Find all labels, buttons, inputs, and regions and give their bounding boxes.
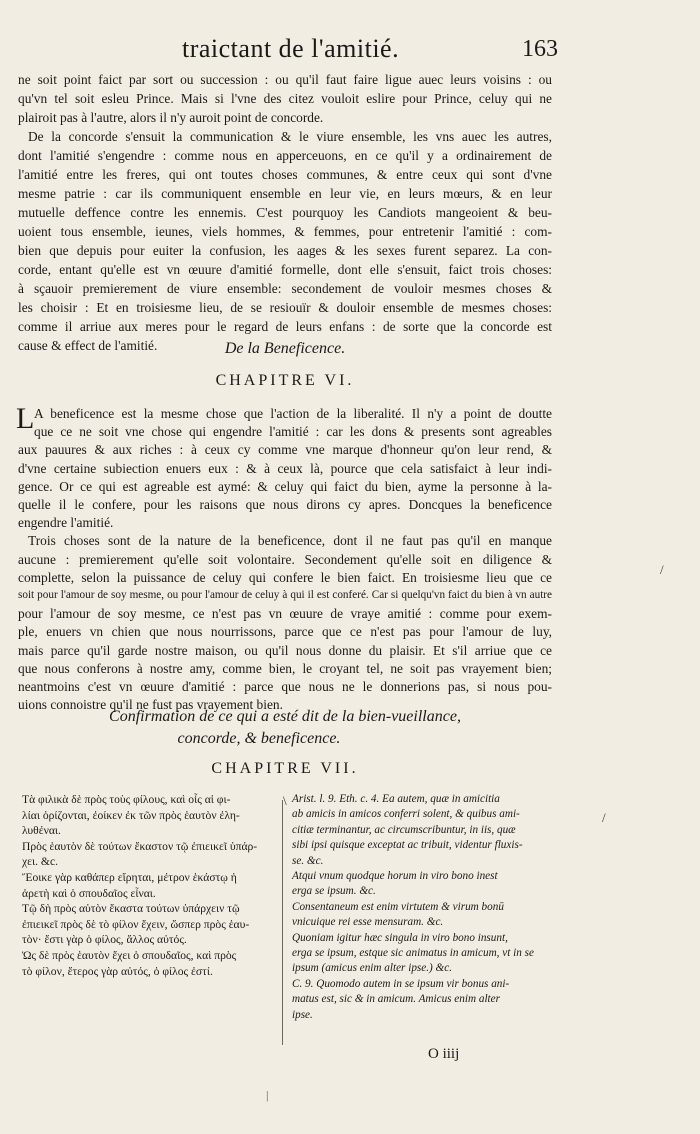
- margin-mark: /: [660, 562, 664, 577]
- bottom-mark: |: [266, 1088, 269, 1102]
- text-line: mutuelle deffence contre les ennemis. C'est pourquoy les Candiots mangeoient & beu-: [18, 205, 552, 220]
- text-line: mais parce qu'il garde nostre maison, ou qu'il nous donne du plaisir. Et s'il arriue que ce: [18, 642, 552, 658]
- chapter-heading-vi: CHAPITRE VI.: [215, 372, 355, 389]
- section-title-confirmation-line1: Confirmation de ce qui a esté dit de la bien-vueillance,: [109, 708, 461, 725]
- text-line: engendre l'amitié.: [18, 515, 114, 531]
- text-line: cause & effect de l'amitié.: [18, 338, 158, 353]
- text-line: gence. Or ce qui est agreable est aymé: & celuy qui faict du bien, ayme la personne à la-: [18, 478, 552, 494]
- greek-line: τὸν· ἔστι γὰρ ὁ φίλος, ἄλλος αὐτός.: [22, 933, 187, 947]
- text-line: aux pauures & aux riches : à ceux cy comme vne marque d'honneur qu'on leur rend, &: [18, 442, 552, 458]
- latin-line: citiæ terminantur, ac circumscribuntur, in iis, quæ: [292, 823, 516, 836]
- greek-line: χει. &c.: [22, 855, 58, 869]
- latin-line: ipsum (amicus enim alter ipse.) &c.: [292, 962, 453, 975]
- latin-line: Consentaneum est enim virtutem & virum bonū: [292, 900, 504, 913]
- greek-line: Ὡς δὲ πρὸς ἑαυτὸν ἔχει ὁ σπουδαῖος, καὶ πρὸς: [22, 948, 237, 962]
- text-line: que ce ne soit vne chose qui engendre l'amitié : car les dons & presents sont agreables: [34, 424, 552, 440]
- latin-line: se. &c.: [292, 854, 324, 867]
- latin-line: Quoniam igitur hæc singula in viro bono insunt,: [292, 931, 508, 944]
- latin-line: erga se ipsum. &c.: [292, 885, 376, 898]
- text-line: neantmoins c'est vn œuure d'amitié : parce que nous ne le donnerions pas, si nous pou-: [18, 679, 552, 694]
- greek-line: λίαι ὁρίζονται, ἐοίκεν ἐκ τῶν πρὸς ἑαυτὸν ἐλη-: [22, 808, 240, 822]
- text-line: complette, selon la puissance de celuy qui confere le bien faict. En troisiesme lieu que ce: [18, 569, 552, 585]
- greek-line: Τὰ φιλικὰ δὲ πρὸς τοὺς φίλους, καὶ οἷς αἱ φι-: [22, 793, 231, 806]
- latin-line: ab amicis in amicos conferri solent, & quibus ami-: [292, 808, 520, 821]
- section-title-confirmation-line2: concorde, & beneficence.: [177, 730, 341, 747]
- latin-line: vnicuique rei esse mensuram. &c.: [292, 916, 444, 929]
- text-line: corde, entant qu'elle est vn œuure d'amitié formelle, dont elle s'ensuit, faict trois choses:: [18, 262, 552, 277]
- column-divider: [282, 800, 283, 1045]
- greek-line: Πρὸς ἑαυτὸν δὲ τούτων ἕκαστον τῷ ἐπιεικεῖ ὑπάρ-: [22, 839, 258, 853]
- text-line: ple, enuers vn chien que nous nourrissons, parce que ce n'est pas pour l'amour de luy,: [18, 624, 552, 640]
- text-line: mesme patrie : car ils communiquent ensemble en leur vie, en leurs mœurs, & en leur: [18, 186, 552, 201]
- text-line: quelle il le confere, pour les raisons que nous dirons cy apres. Doncques la beneficence: [18, 497, 552, 512]
- text-line: dont l'amitié s'engendre : comme nous en apperceuons, en ce qu'il y a ordinairement de: [18, 148, 552, 163]
- text-line: à sçauoir premierement de viure ensemble: secondement de vouloir mesmes choses &: [18, 281, 552, 296]
- greek-line: λυθέναι.: [22, 824, 61, 838]
- text-line: pour l'amour de soy mesme, ce n'est pas vn œuure de vraye amitié : comme pour exem-: [18, 606, 552, 622]
- greek-column: [22, 792, 274, 979]
- margin-mark: /: [602, 810, 606, 825]
- text-line: De la concorde s'ensuit la communication & le viure ensemble, les vns auec les autres,: [28, 129, 552, 144]
- text-line: les choisir : Et en troisiesme lieu, de se resiouïr & douloir ensemble de mesmes choses:: [18, 300, 552, 315]
- text-line: aucune : premierement qu'elle soit volontaire. Secondement qu'elle soit en diligence &: [18, 551, 552, 567]
- text-line: bien que depuis pour euiter la confusion, les aages & les sexes furent separez. La con-: [18, 243, 552, 258]
- latin-line: Arist. l. 9. Eth. c. 4. Ea autem, quæ in amicitia: [292, 793, 500, 805]
- chapter-heading-vii: CHAPITRE VII.: [211, 760, 359, 777]
- greek-line: Ἔοικε γὰρ καθάπερ εἴρηται, μέτρον ἑκάστῳ ἡ: [22, 870, 237, 884]
- text-line: ne soit point faict par sort ou succession : ou qu'il faut faire ligue auec leurs voisins : ou: [18, 72, 552, 87]
- greek-line: ἀρετὴ καὶ ὁ σπουδαῖος εἶναι.: [22, 886, 156, 900]
- section-title-beneficence: De la Beneficence.: [224, 340, 346, 357]
- greek-line: Τῷ δὴ πρὸς αὑτὸν ἕκαστα τούτων ὑπάρχειν τῷ: [22, 902, 240, 916]
- text-line: Trois choses sont de la nature de la beneficence, dont il ne faut pas qu'il en manque: [28, 533, 552, 549]
- text-line: qu'vn tel soit esleu Prince. Mais si l'vne des citez vouloit eslire pour Prince, celuy qui ne: [18, 91, 552, 106]
- margin-mark: \: [283, 793, 287, 808]
- text-line: soit pour l'amour de soy mesme, ou pour l'amour de celuy à qui il est conferé. Car si quelqu'vn faict du bien à vn autre: [18, 589, 552, 601]
- text-line: uoient tous ensemble, ieunes, viels hommes, & femmes, pour entretenir l'amitié : com-: [18, 224, 552, 239]
- text-line: A beneficence est la mesme chose que l'action de la liberalité. Il n'y a point de doutte: [34, 406, 552, 421]
- latin-line: erga se ipsum, estque sic animatus in amicum, vt in se: [292, 947, 534, 960]
- text-line: l'amitié entre les freres, qui ont toutes choses communes, & entre ceux qui sont d'vne: [18, 167, 552, 182]
- signature-mark: O iiij: [428, 1046, 460, 1062]
- latin-line: ipse.: [292, 1008, 313, 1021]
- latin-line: C. 9. Quomodo autem in se ipsum vir bonus ani-: [292, 977, 510, 990]
- running-header-title: traictant de l'amitié.: [182, 34, 400, 63]
- latin-line: matus est, sic & in amicum. Amicus enim alter: [292, 993, 500, 1006]
- page-number: 163: [522, 36, 558, 62]
- greek-line: τὸ φίλον, ἕτερος γὰρ αὐτός, ὁ φίλος ἐστί.: [22, 964, 213, 978]
- text-line: d'vne certaine subiection enuers eux : & à ceux là, pource que cela satisfaict à leur indi-: [18, 460, 552, 476]
- text-line: plairoit pas à l'autre, alors il n'y auroit point de concorde.: [18, 110, 324, 125]
- greek-line: ἐπιεικεῖ πρὸς δὲ τὸ φίλον ἔχειν, ὥσπερ πρὸς ἑαυ-: [22, 917, 250, 931]
- latin-line: sibi ipsi quisque exceptat ac tribuit, videntur fluxis-: [292, 839, 523, 852]
- latin-column: [292, 792, 554, 1023]
- text-line: que nous conferons à nostre amy, comme bien, le croyant tel, ne soit pas vrayement bien;: [18, 660, 552, 676]
- latin-line: Atqui vnum quodque horum in viro bono inest: [292, 870, 498, 883]
- text-line: uions connoistre qu'il ne fust pas vrayement bien.: [18, 697, 283, 713]
- drop-cap: L: [16, 402, 35, 435]
- text-line: comme il arriue aux meres pour le regard de leurs enfans : de sorte que la concorde est: [18, 319, 552, 334]
